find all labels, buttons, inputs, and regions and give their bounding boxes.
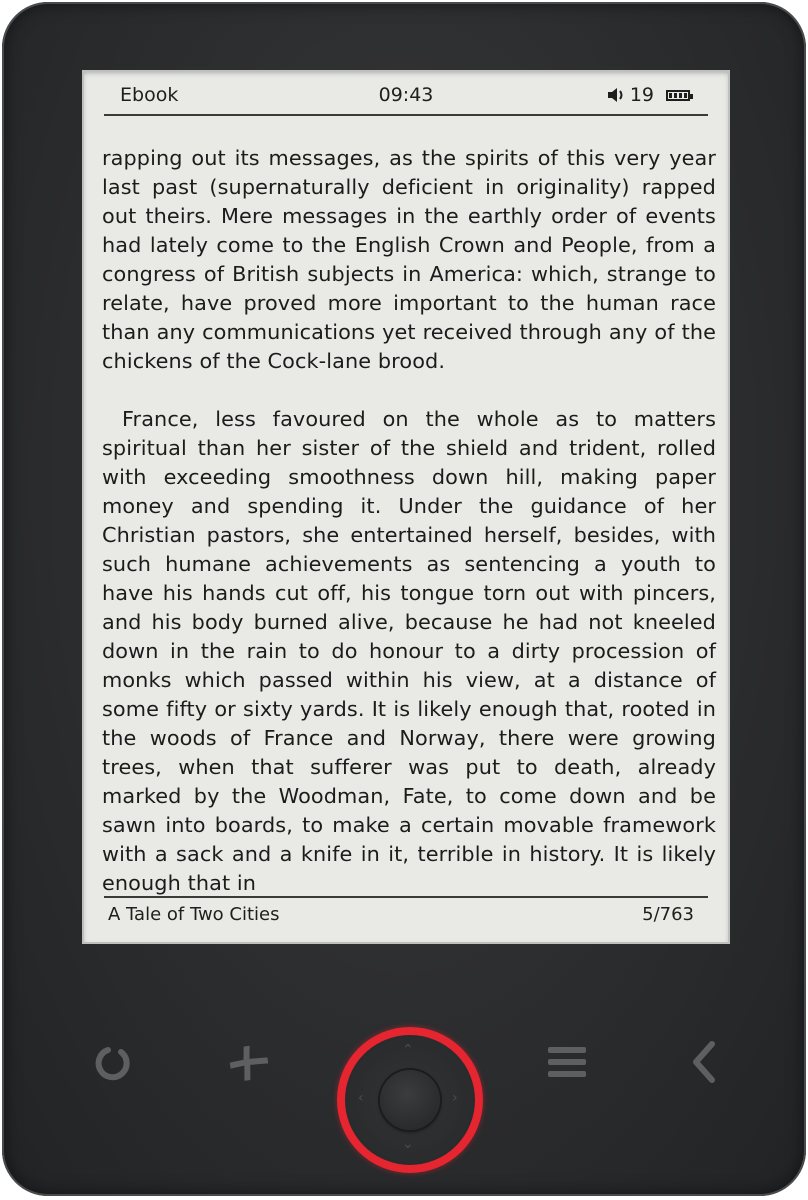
dpad-center-button[interactable] [380, 1070, 440, 1130]
status-indicators [606, 84, 694, 106]
speaker-icon [606, 86, 628, 104]
app-label: Ebook [120, 84, 179, 106]
paragraph: France, less favoured on the whole as to matters spiritual than her sister of the shield and trident, rolled with exceeding smoothness down hill, making paper money and spending it. Under the guidance of her Christian pastors, she entertained herself, besides, with such humane achievements as sentencing a youth to have his hands cut off, his tongue torn out with pincers, and his body burned alive, because he had not kneeled down in the rain to do honour to a dirty procession of monks which passed within his view, at a distance of some fifty or sixty yards. It is likely enough that, rooted in the woods of France and Norway, there were growing trees, when that sufferer was put to death, already marked by the Woodman, Fate, to come down and be sawn into boards, to make a certain movable framework with a sack and a knife in it, terrible in history. It is likely enough that in [102, 407, 716, 895]
battery-icon [666, 90, 690, 101]
menu-button[interactable] [542, 1038, 592, 1086]
volume-level: 19 [629, 84, 654, 106]
power-icon [91, 1041, 133, 1083]
back-icon [686, 1038, 722, 1086]
plus-icon [224, 1040, 274, 1086]
dpad-left-arrow[interactable]: ‹ [358, 1090, 364, 1106]
eink-screen [82, 70, 730, 944]
back-button[interactable] [682, 1036, 726, 1088]
page-text [102, 144, 716, 898]
footer-bar [104, 896, 708, 930]
status-bar [104, 78, 708, 116]
book-title: A Tale of Two Cities [108, 904, 280, 925]
plus-button[interactable] [222, 1038, 276, 1088]
volume-indicator [606, 84, 654, 106]
ereader-device [2, 2, 806, 1196]
power-button[interactable] [88, 1038, 136, 1086]
dpad-down-arrow[interactable]: ⌄ [402, 1136, 414, 1152]
dpad-right-arrow[interactable]: › [452, 1090, 458, 1106]
page-indicator: 5/763 [642, 904, 694, 925]
clock: 09:43 [378, 84, 434, 106]
menu-icon [544, 1041, 590, 1083]
paragraph: rapping out its messages, as the spirits of this very year last past (supernaturally deficient in originality) rapped out theirs. Mere messages in the earthly order of events had lately come to the English Crown and People, from a congress of British subjects in America: which, strange to relate, have proved more important to the human race than any communications yet received through any of the chickens of the Cock-lane brood. [102, 146, 716, 373]
dpad-up-arrow[interactable]: ⌃ [402, 1042, 414, 1058]
